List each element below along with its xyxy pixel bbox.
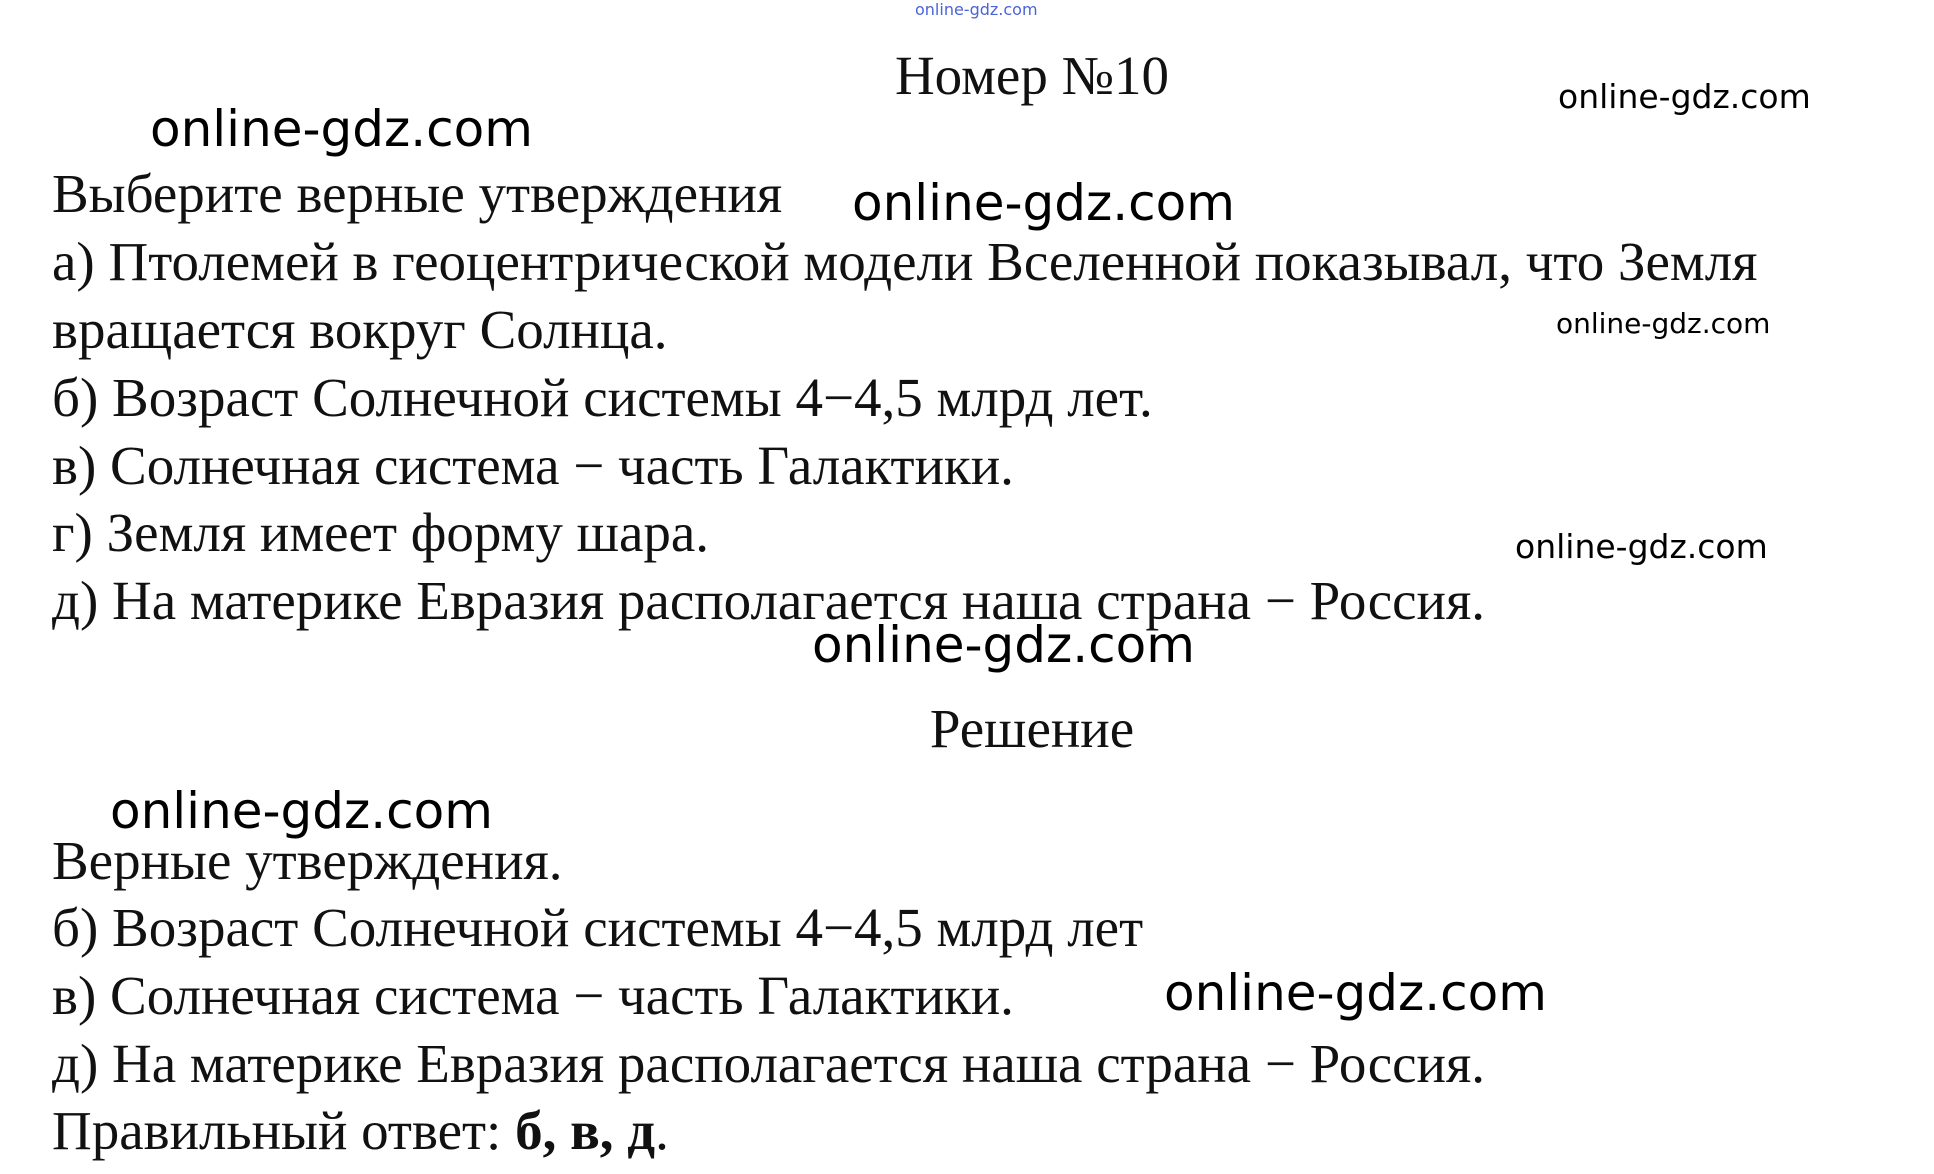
solution-item: б) Возраст Солнечной системы 4−4,5 млрд лет bbox=[52, 897, 1144, 958]
watermark: online-gdz.com bbox=[1556, 307, 1771, 340]
watermark: online-gdz.com bbox=[852, 174, 1235, 232]
task-item: в) Солнечная система − часть Галактики. bbox=[52, 435, 1014, 496]
task-item: а) Птолемей в геоцентрической модели Вселенной показывал, что Земля bbox=[52, 231, 1758, 292]
task-intro: Выберите верные утверждения bbox=[52, 163, 783, 224]
task-item: г) Земля имеет форму шара. bbox=[52, 502, 710, 563]
answer-value: б, в, д bbox=[515, 1100, 656, 1161]
watermark: online-gdz.com bbox=[150, 100, 533, 158]
solution-item: д) На материке Евразия располагается наша страна − Россия. bbox=[52, 1033, 1486, 1094]
task-item: д) На материке Евразия располагается наша страна − Россия. bbox=[52, 570, 1486, 631]
answer-label: Правильный ответ: bbox=[52, 1100, 516, 1161]
task-item: б) Возраст Солнечной системы 4−4,5 млрд лет. bbox=[52, 367, 1153, 428]
task-item: вращается вокруг Солнца. bbox=[52, 299, 668, 360]
answer-end: . bbox=[655, 1100, 669, 1161]
watermark: online-gdz.com bbox=[1558, 77, 1811, 116]
solution-heading: Решение bbox=[929, 698, 1135, 759]
watermark-top: online-gdz.com bbox=[915, 0, 1038, 19]
watermark: online-gdz.com bbox=[110, 782, 493, 840]
watermark: online-gdz.com bbox=[812, 616, 1195, 674]
watermark: online-gdz.com bbox=[1164, 964, 1547, 1022]
solution-intro: Верные утверждения. bbox=[52, 830, 563, 891]
answer-line bbox=[52, 1100, 669, 1161]
solution-item: в) Солнечная система − часть Галактики. bbox=[52, 965, 1014, 1026]
task-title: Номер №10 bbox=[894, 45, 1170, 106]
watermark: online-gdz.com bbox=[1515, 527, 1768, 566]
